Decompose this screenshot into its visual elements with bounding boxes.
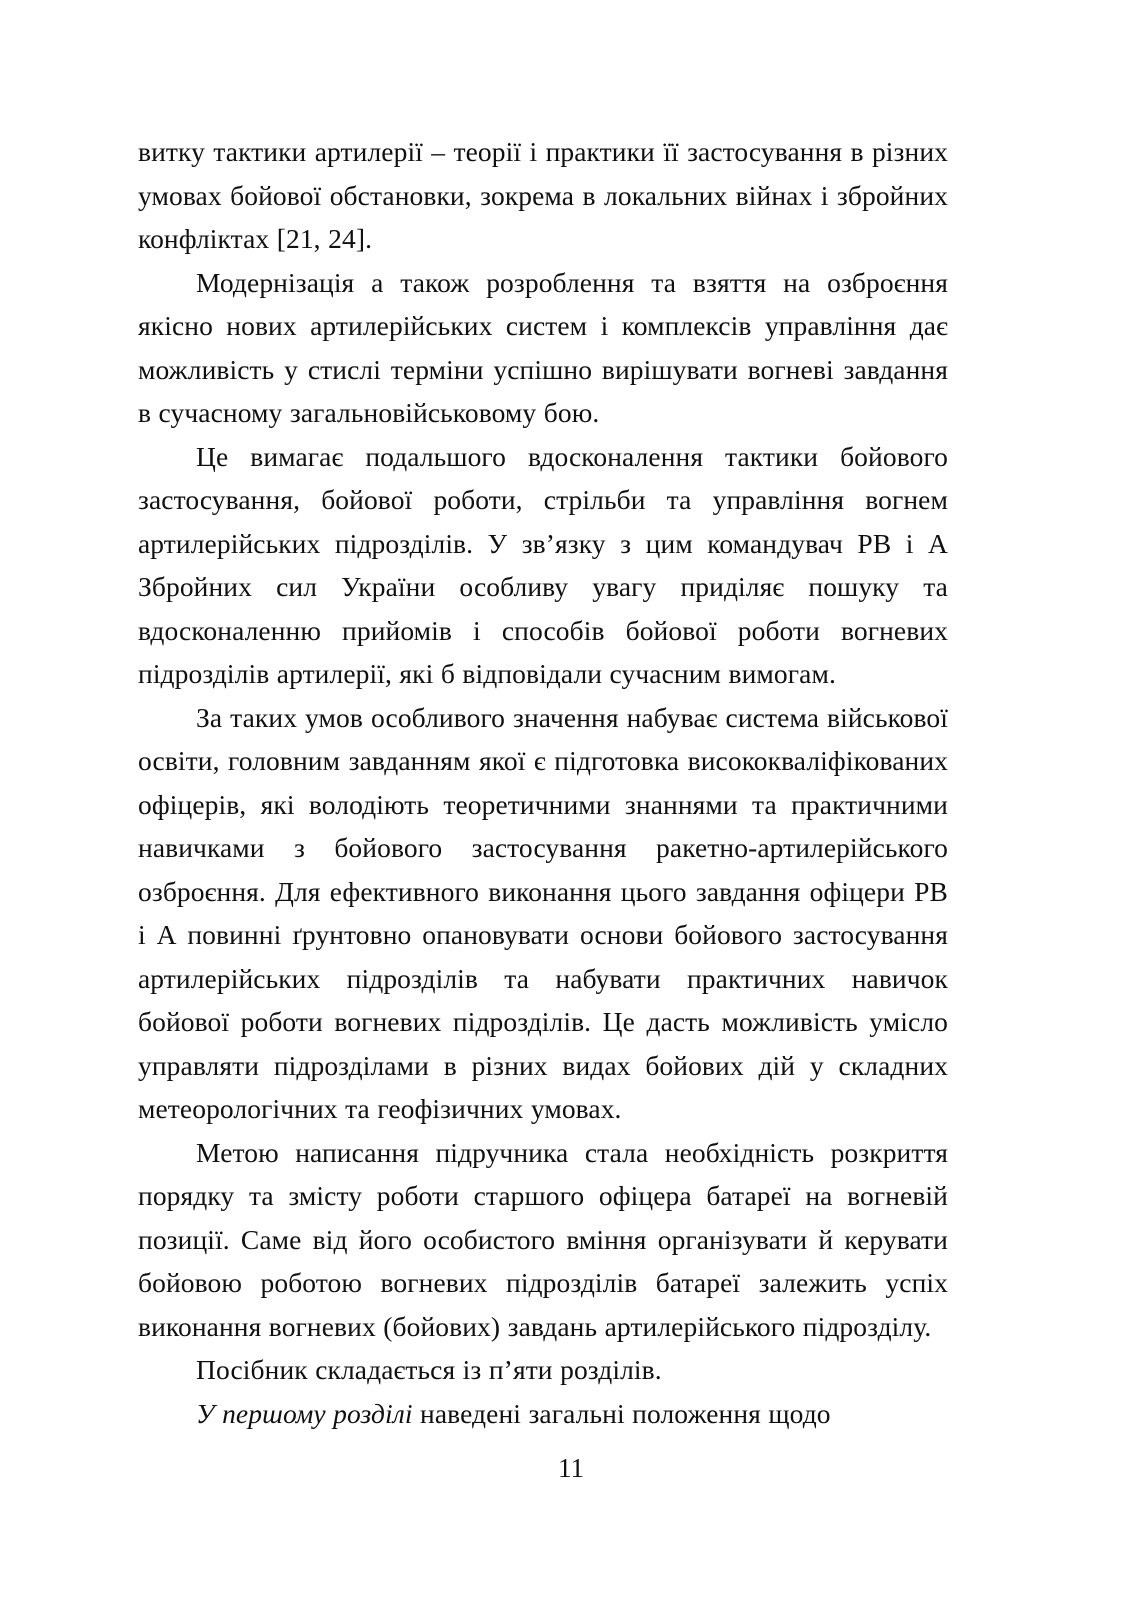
page-number: 11 xyxy=(558,1453,584,1483)
section-reference: У першому розділі xyxy=(196,1397,413,1429)
body-text xyxy=(138,130,948,1435)
paragraph-7 xyxy=(138,1392,948,1436)
paragraph-1: витку тактики артилерії – теорії і практики її застосування в різних умовах бойової обстановки, зокрема в локальних війнах і збройних конфліктах [21, 24]. xyxy=(138,136,948,254)
paragraph-6: Посібник складається із п’яти розділів. xyxy=(196,1354,662,1385)
paragraph-4: За таких умов особливого значення набуває система військової освіти, головним завданням якої є підготовка висококваліфікованих офіцерів, які володіють теоретичними знаннями та практичними навичками з бойового застосування ракетно-артилерійського озброєння. Для ефективного виконання цього завдання офіцери РВ і А повинні ґрунтовно опановувати основи бойового застосування артилерійських підрозділів та набувати практичних навичок бойової роботи вогневих підрозділів. Це дасть можливість умісло управляти підрозділами в різних видах бойових дій у складних метеорологічних та геофізичних умовах. xyxy=(138,701,948,1124)
paragraph-2: Модернізація а також розроблення та взяття на озброєння якісно нових артилерійських систем і комплексів управління дає можливість у стислі терміни успішно вирішувати вогневі завдання в сучасному загальновійськовому бою. xyxy=(138,266,948,428)
paragraph-3: Це вимагає подальшого вдосконалення тактики бойового застосування, бойової роботи, стрільби та управління вогнем артилерійських підрозділів. У зв’язку з цим командувач РВ і А Збройних сил України особливу увагу приділяє пошуку та вдосконаленню прийомів і способів бойової роботи вогневих підрозділів артилерії, які б відповідали сучасним вимогам. xyxy=(138,440,948,689)
paragraph-7-rest: наведені загальні положення щодо xyxy=(412,1397,831,1429)
paragraph-5: Метою написання підручника стала необхідність розкриття порядку та змісту роботи старшого офіцера батареї на вогневій позиції. Саме від його особистого вміння організувати й керувати бойовою роботою вогневих підрозділів батареї залежить успіх виконання вогневих (бойових) завдань артилерійського підрозділу. xyxy=(138,1136,948,1342)
